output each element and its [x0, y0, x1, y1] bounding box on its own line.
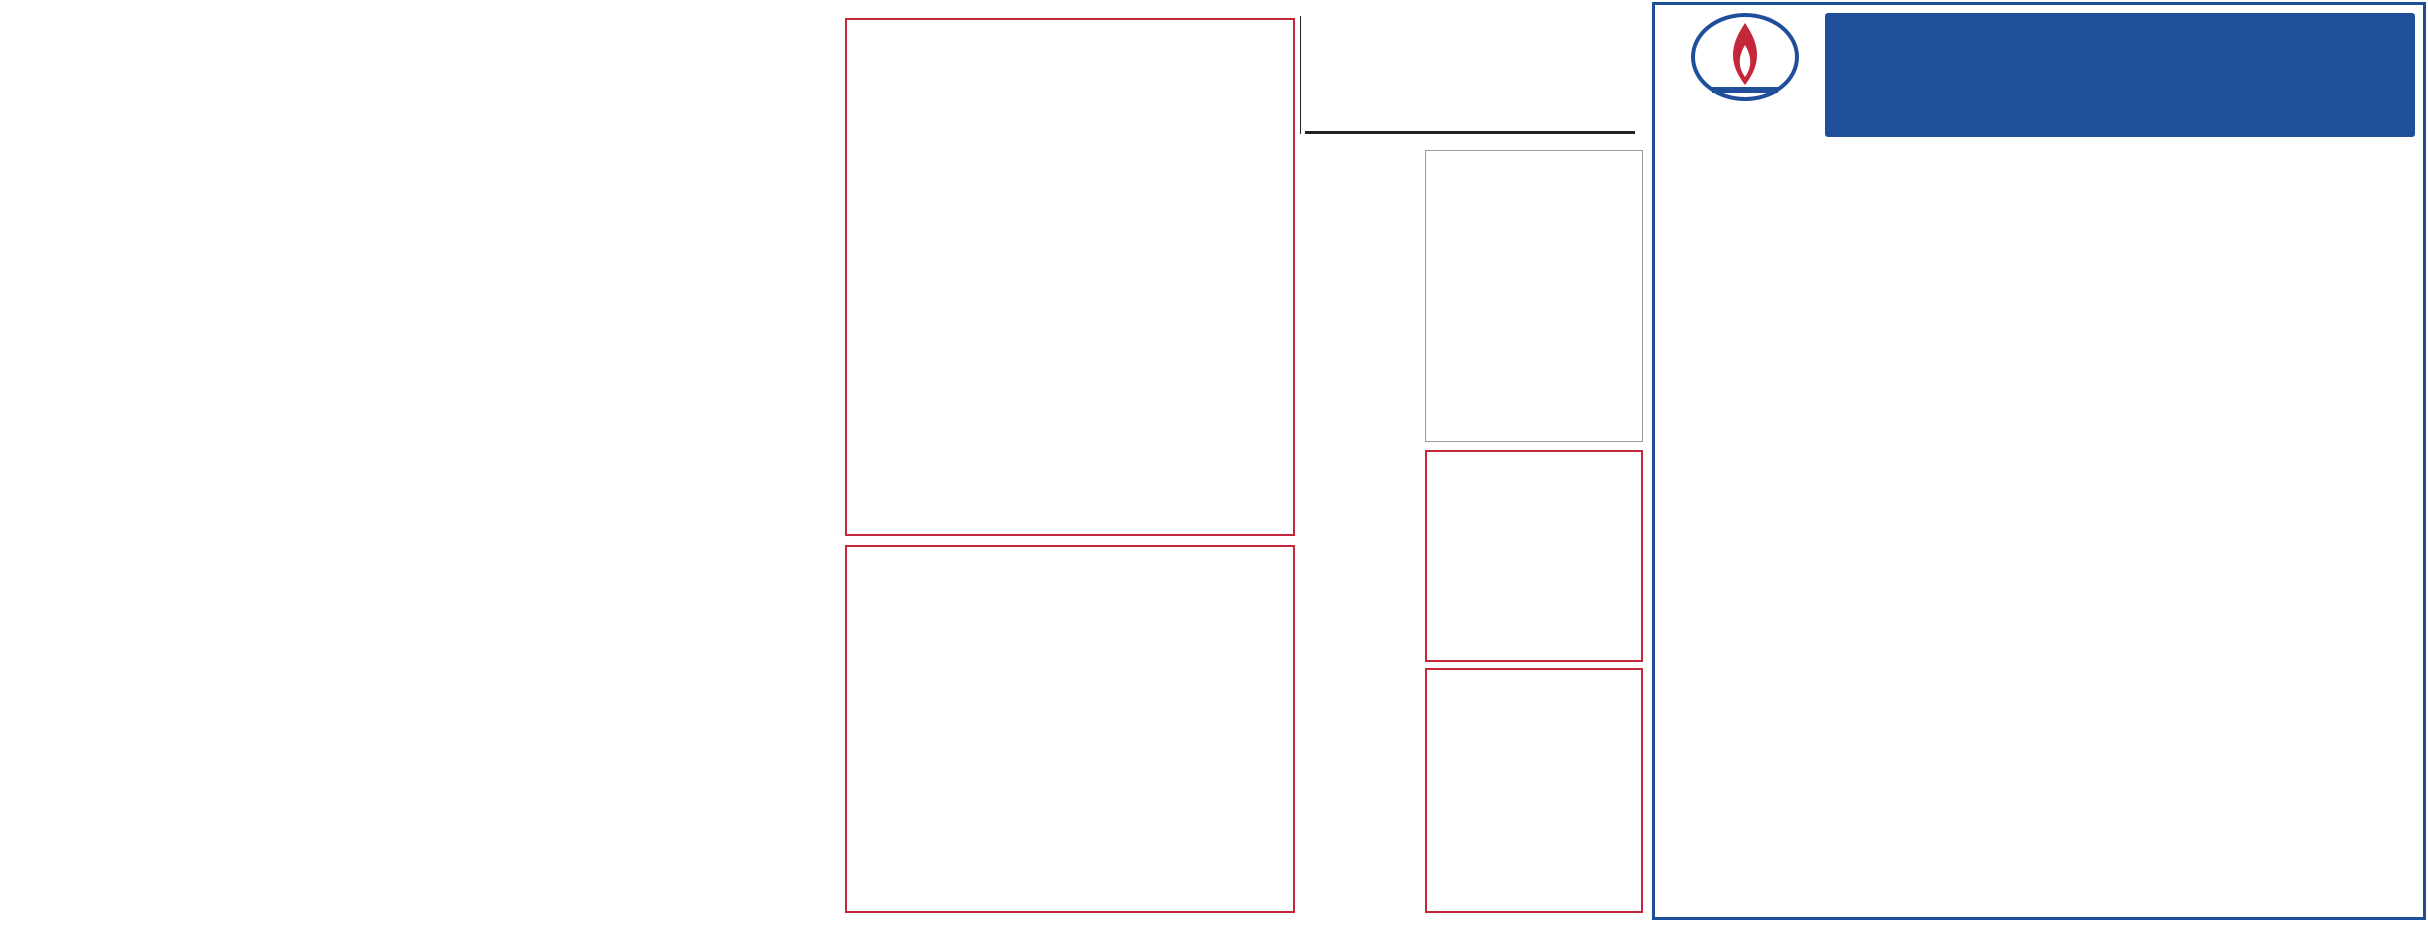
ad-lost-deed — [845, 18, 1295, 536]
tender-ad — [1652, 2, 2426, 920]
left-header — [1263, 14, 1264, 15]
ad-col5-top — [1425, 150, 1643, 442]
ad-col5-bottom — [1425, 668, 1643, 913]
ad-col5-mid — [1425, 450, 1643, 662]
masthead-title — [1330, 22, 1630, 122]
header-container — [1261, 14, 1262, 15]
promo — [1259, 14, 1260, 15]
tender-body — [1665, 151, 2415, 851]
oil-company-logo-icon — [1690, 11, 1800, 103]
tender-logo — [1675, 11, 1815, 141]
header-layout — [1260, 14, 1261, 15]
tender-title-box — [1825, 13, 2415, 137]
promo-right-edge — [1300, 16, 1301, 134]
ad-case-a — [845, 545, 1295, 913]
tender-header — [1655, 5, 2423, 145]
tender-footer — [1715, 853, 2415, 893]
